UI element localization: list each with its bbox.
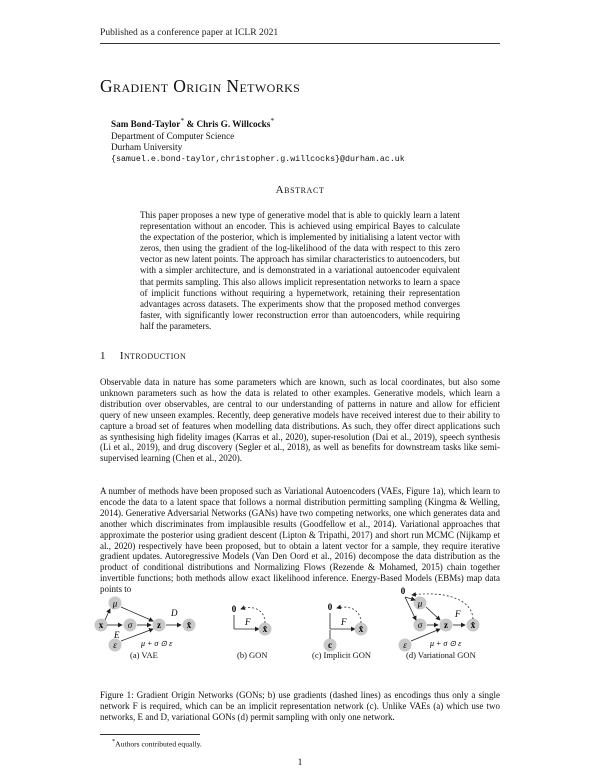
figure-diagrams — [100, 583, 500, 653]
label-zero-d: 0 — [400, 586, 406, 596]
author-names — [111, 115, 405, 131]
department: Department of Computer Science — [111, 130, 235, 141]
label-mu: μ — [112, 598, 118, 609]
intro-paragraph-2: A number of methods have been proposed such as Variational Autoencoders (VAEs, Figure 1a), which learn to encode the data to a latent space that follows a normal distribution permitting sampling (Kingma & Welling, 2014). Generative Adversarial Networks (GANs) have two competing networks, one which generates data and another which discriminates from implausible results (Goodfellow et al., 2014). Variational approaches that approximate the posterior using gradient descent (Lipton & Tripathi, 2017) and short run MCMC (Nijkamp et al., 2020) respectively have been proposed, but to obtain a latent vector for a sample, they require iterative gradient updates. Autoregressive Models (Van Den Oord et al., 2016) decompose the data distribution as the product of conditional distributions and Normalizing Flows (Rezende & Mohamed, 2015) chain together invertible functions; both methods allow exact likelihood inference. Energy-Based Models (EBMs) map data points to — [100, 486, 500, 595]
section-title: Introduction — [119, 350, 187, 362]
intro-paragraph-1: Observable data in nature has some parameters which are known, such as local coordinates, but also some unknown parameters such as how the data is related to other examples. Generative models, which learn a distribution over observables, are central to our understanding of patterns in nature and allow for efficient query of new unseen examples. Recently, deep generative models have received interest due to their ability to capture a broad set of features when modelling data distributions. As such, they offer direct applications such as synthesising high fidelity images (Karras et al., 2020), super-resolution (Dai et al., 2019), speech synthesis (Li et al., 2019), and drug discovery (Segler et al., 2018), as well as benefits for downstream tasks like semi-supervised learning (Chen et al., 2020). — [100, 377, 500, 464]
label-reparam-a: μ + σ ⊙ ε — [141, 639, 173, 648]
diagram-variational-gon — [399, 586, 480, 652]
subcaption-c: (c) Implicit GON — [312, 650, 372, 660]
header-rule — [100, 43, 500, 44]
figure-1 — [100, 583, 500, 678]
label-F-c: F — [341, 617, 347, 627]
label-sigma-d: σ — [417, 620, 423, 630]
author-sep: & — [184, 119, 197, 130]
label-E: E — [114, 630, 120, 640]
label-z: z — [157, 620, 161, 630]
university: Durham University — [111, 142, 183, 153]
label-mu-d: μ — [417, 598, 423, 609]
author-block — [111, 115, 405, 165]
section-number: 1 — [100, 350, 106, 362]
label-xhat-c: x̂ — [358, 624, 364, 634]
equal-contrib-mark: * — [180, 116, 185, 125]
footnote — [112, 738, 202, 749]
author-2: Chris G. Willcocks — [196, 119, 271, 130]
label-xhat-d: x̂ — [470, 620, 476, 630]
abstract-heading: Abstract — [275, 184, 325, 196]
diagram-vae — [95, 597, 196, 652]
paper-title: Gradient Origin Networks — [100, 76, 301, 96]
label-xhat: x̂ — [186, 620, 192, 630]
abstract-body: This paper proposes a new type of generative model that is able to quickly learn a latent representation without an encoder. This is achieved using empirical Bayes to calculate the expectation of the posterior, which is implemented by initialising a latent vector with zeros, then using the gradient of the log-likelihood of the data with respect to this zero vector as new latent points. The approach has similar characteristics to autoencoders, but with a simpler architecture, and is demonstrated in a variational autoencoder equivalent that permits sampling. This also allows implicit representation networks to learn a space of implicit functions without requiring a hypernetwork, retaining their representation advantages across datasets. The experiments show that the proposed method converges faster, with significantly lower reconstruction error than autoencoders, while requiring half the parameters. — [140, 210, 460, 331]
page-number: 1 — [297, 758, 303, 768]
label-zero: 0 — [231, 604, 237, 614]
author-1: Sam Bond-Taylor — [111, 119, 181, 130]
label-xhat-b: x̂ — [262, 624, 268, 634]
diagram-implicit-gon — [324, 602, 368, 652]
label-reparam-d: μ + σ ⊙ ε — [430, 639, 462, 648]
section-heading — [100, 350, 186, 362]
figure-caption: Figure 1: Gradient Origin Networks (GONs; b) use gradients (dashed lines) as encodings thus only a single network F is required, which can be an implicit representation network (c). Unlike VAEs (a) which use two networks, E and D, variational GONs (d) permit sampling with only one network. — [100, 690, 500, 722]
equal-contrib-mark: * — [270, 116, 275, 125]
subcaption-b: (b) GON — [237, 650, 268, 660]
label-x: x — [98, 620, 104, 630]
subcaption-a: (a) VAE — [130, 650, 158, 660]
label-epsilon-d: ε — [403, 640, 407, 650]
label-epsilon: ε — [113, 640, 117, 650]
label-z-d: z — [444, 620, 448, 630]
subcaption-d: (d) Variational GON — [406, 650, 476, 660]
footnote-text: Authors contributed equally. — [115, 739, 202, 749]
running-header: Published as a conference paper at ICLR 2021 — [100, 27, 279, 38]
label-F-b: F — [245, 617, 251, 627]
label-zero-c: 0 — [327, 602, 333, 612]
diagram-gon — [232, 604, 272, 636]
label-c: c — [328, 640, 332, 650]
label-D: D — [171, 608, 178, 618]
label-F-d: F — [455, 609, 461, 619]
footnote-rule — [100, 734, 200, 735]
label-sigma: σ — [127, 620, 133, 630]
email: {samuel.e.bond-taylor,christopher.g.willcocks}@durham.ac.uk — [111, 154, 405, 164]
footnote-mark: * — [112, 738, 116, 745]
